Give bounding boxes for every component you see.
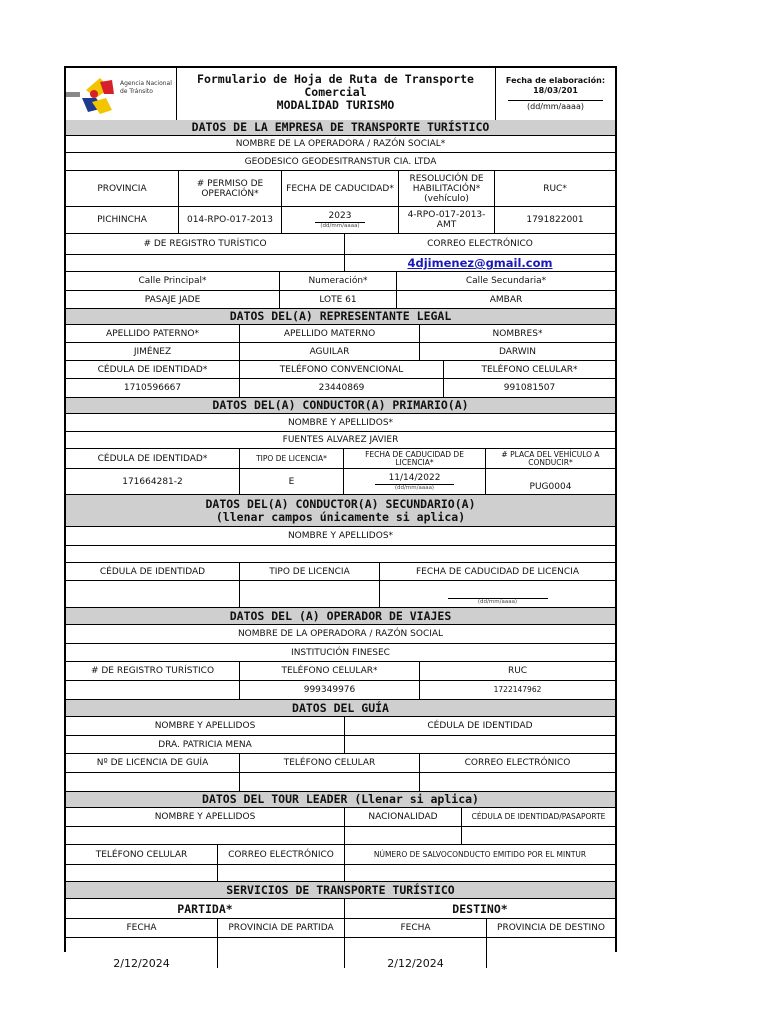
caducidad-value: 2023 — [315, 211, 366, 223]
direccion-value-row — [66, 291, 615, 309]
logo-text: Agencia Nacional de Tránsito — [120, 80, 172, 95]
razon-label: NOMBRE DE LA OPERADORA / RAZÓN SOCIAL* — [235, 139, 446, 149]
op-labels-row — [66, 662, 615, 681]
correo-value[interactable]: 4djimenez@gmail.com — [407, 256, 553, 270]
registro-correo-value-row — [66, 255, 615, 272]
guia-contact-value-row — [66, 773, 615, 792]
razon-label-row — [66, 136, 615, 153]
cp-caducidad-value-cell[interactable] — [344, 469, 486, 494]
permiso-value[interactable]: 014-RPO-017-2013 — [179, 207, 282, 233]
cs-nombre-value[interactable] — [66, 546, 615, 562]
razon-value[interactable]: GEODESICO GEODESITRANSTUR CIA. LTDA — [244, 156, 437, 167]
cs-labels-row — [66, 563, 615, 581]
rep-cedula-label: CÉDULA DE IDENTIDAD* — [66, 361, 240, 378]
fecha-destino-value[interactable]: 2/12/2024 — [345, 938, 487, 968]
cp-placa-label: # PLACA DEL VEHÍCULO A CONDUCIR* — [501, 449, 600, 467]
op-registro-value[interactable] — [66, 681, 240, 699]
tl-contact-label-row — [66, 845, 615, 865]
cp-cedula-value[interactable]: 171664281-2 — [66, 469, 240, 494]
op-telefono-value[interactable]: 999349976 — [240, 681, 420, 699]
cs-values-row — [66, 581, 615, 608]
section-cs-title-2: (llenar campos únicamente si aplica) — [215, 509, 466, 524]
tl-contact-value-row — [66, 865, 615, 882]
cs-nombre-label: NOMBRE Y APELLIDOS* — [287, 531, 394, 541]
rep-names-label-row — [66, 325, 615, 343]
title-line-3: MODALIDAD TURISMO — [276, 98, 395, 112]
section-empresa-title: DATOS DE LA EMPRESA DE TRANSPORTE TURÍSTICO — [191, 120, 490, 134]
fecha-destino-label: FECHA — [345, 919, 487, 937]
guia-value-row — [66, 736, 615, 754]
section-representante-title: DATOS DEL(A) REPRESENTANTE LEGAL — [229, 309, 452, 323]
ant-logo-icon — [66, 68, 120, 120]
provincia-destino-label: PROVINCIA DE DESTINO — [497, 923, 605, 933]
section-guia — [66, 700, 615, 717]
guia-contact-label-row — [66, 754, 615, 773]
servicios-values-row — [66, 938, 615, 968]
fecha-elaboracion — [496, 68, 615, 120]
telefono-cel-label: TELÉFONO CELULAR* — [481, 364, 578, 375]
guia-cedula-value[interactable] — [345, 736, 615, 753]
guia-telefono-label: TELÉFONO CELULAR — [240, 754, 420, 772]
rep-contact-value-row — [66, 379, 615, 398]
op-ruc-value[interactable]: 1722147962 — [493, 685, 542, 694]
cp-nombre-label-row — [66, 414, 615, 432]
section-conductor-primario — [66, 398, 615, 414]
numeracion-value[interactable]: LOTE 61 — [280, 291, 397, 308]
provincia-partida-label: PROVINCIA DE PARTIDA — [218, 919, 345, 937]
telefono-conv-value[interactable]: 23440869 — [240, 379, 444, 397]
provincia-partida-value[interactable] — [218, 938, 345, 968]
cs-cedula-label: CÉDULA DE IDENTIDAD — [66, 563, 240, 580]
op-razon-label-row — [66, 625, 615, 644]
section-operador — [66, 608, 615, 625]
cp-placa-value[interactable]: PUG0004 — [529, 482, 572, 492]
tl-telefono-value[interactable] — [66, 865, 218, 881]
section-cs-title-1: DATOS DEL(A) CONDUCTOR(A) SECUNDARIO(A) — [205, 496, 476, 511]
registro-correo-label-row — [66, 234, 615, 255]
cp-nombre-value[interactable]: FUENTES ALVAREZ JAVIER — [282, 435, 399, 445]
nombres-label: NOMBRES* — [492, 328, 543, 339]
guia-cedula-label: CÉDULA DE IDENTIDAD — [427, 721, 533, 731]
op-ruc-label: RUC — [507, 666, 528, 676]
provincia-value[interactable]: PICHINCHA — [66, 207, 179, 233]
cs-licencia-value[interactable] — [240, 581, 380, 607]
cs-caducidad-value-cell[interactable] — [380, 581, 615, 607]
apellido-paterno-value[interactable]: JIMÉNEZ — [66, 343, 240, 360]
resolucion-label: RESOLUCIÓN DE HABILITACIÓN* (vehículo) — [399, 171, 495, 206]
section-guia-title: DATOS DEL GUÍA — [292, 700, 389, 715]
cs-caducidad-label: FECHA DE CADUCIDAD DE LICENCIA — [416, 566, 579, 577]
telefono-conv-label: TELÉFONO CONVENCIONAL — [240, 361, 444, 378]
resolucion-value[interactable]: 4-RPO-017-2013-AMT — [399, 207, 495, 233]
registro-value[interactable] — [66, 255, 345, 271]
guia-telefono-value[interactable] — [240, 773, 420, 791]
op-values-row — [66, 681, 615, 700]
fecha-value[interactable]: 18/03/201 — [533, 86, 578, 95]
tl-correo-value[interactable] — [218, 865, 345, 881]
ruc-label: RUC* — [543, 183, 567, 194]
tl-nombre-value[interactable] — [66, 827, 345, 844]
section-tour-leader — [66, 792, 615, 808]
calle-secundaria-label: Calle Secundaria* — [465, 276, 547, 286]
servicios-partida-destino-row — [66, 899, 615, 919]
razon-value-row — [66, 153, 615, 171]
apellido-paterno-label: APELLIDO PATERNO* — [66, 325, 240, 342]
tl-cedula-label: CÉDULA DE IDENTIDAD/PASAPORTE — [471, 812, 606, 821]
cp-values-row — [66, 469, 615, 495]
fecha-partida-label: FECHA — [66, 919, 218, 937]
provincia-destino-value[interactable] — [487, 938, 615, 968]
section-operador-title: DATOS DEL (A) OPERADOR DE VIAJES — [229, 608, 452, 623]
title-line-1: Formulario de Hoja de Ruta de Transporte — [197, 72, 474, 86]
cp-caducidad-value: 11/14/2022 — [375, 473, 455, 485]
rep-cedula-value[interactable]: 1710596667 — [66, 379, 240, 397]
numeracion-label: Numeración* — [280, 272, 397, 290]
rep-contact-label-row — [66, 361, 615, 379]
calle-principal-value[interactable]: PASAJE JADE — [66, 291, 280, 308]
provincia-label: PROVINCIA — [66, 171, 179, 206]
cp-labels-row — [66, 449, 615, 469]
section-representante — [66, 309, 615, 325]
caducidad-label: FECHA DE CADUCIDAD* — [282, 171, 399, 206]
section-conductor-primario-title: DATOS DEL(A) CONDUCTOR(A) PRIMARIO(A) — [212, 398, 469, 412]
agency-logo — [66, 68, 177, 120]
apellido-materno-value[interactable]: AGUILAR — [240, 343, 420, 360]
section-conductor-secundario — [66, 495, 615, 527]
fecha-partida-value[interactable]: 2/12/2024 — [66, 938, 218, 968]
op-razon-label: NOMBRE DE LA OPERADORA / RAZÓN SOCIAL — [237, 629, 444, 639]
tl-telefono-label: TELÉFONO CELULAR — [66, 845, 218, 864]
tl-correo-label: CORREO ELECTRÓNICO — [218, 845, 345, 864]
permiso-label: # PERMISO DE OPERACIÓN* — [179, 171, 282, 206]
tl-label-row — [66, 808, 615, 827]
section-tour-leader-title: DATOS DEL TOUR LEADER (Llenar si aplica) — [202, 792, 479, 806]
fecha-label: Fecha de elaboración: — [505, 76, 606, 85]
cs-cedula-value[interactable] — [66, 581, 240, 607]
guia-nombre-label: NOMBRE Y APELLIDOS — [66, 717, 345, 735]
cs-licencia-label: TIPO DE LICENCIA — [240, 563, 380, 580]
op-razon-value[interactable]: INSTITUCIÓN FINESEC — [291, 647, 390, 658]
cs-caducidad-format: (dd/mm/aaaa) — [477, 599, 518, 605]
guia-correo-value[interactable] — [420, 773, 615, 791]
section-servicios-title: SERVICIOS DE TRANSPORTE TURÍSTICO — [226, 882, 455, 897]
tl-salvoconducto-label: NÚMERO DE SALVOCONDUCTO EMITIDO POR EL MINTUR — [373, 849, 587, 859]
section-empresa — [66, 120, 615, 136]
tl-cedula-value[interactable] — [462, 827, 615, 844]
empresa-values-row — [66, 207, 615, 234]
guia-licencia-value[interactable] — [66, 773, 240, 791]
nombres-value[interactable]: DARWIN — [498, 346, 537, 357]
op-telefono-label: TELÉFONO CELULAR* — [240, 662, 420, 680]
cp-nombre-label: NOMBRE Y APELLIDOS* — [287, 417, 394, 428]
cs-nombre-label-row — [66, 527, 615, 546]
form-sheet — [64, 66, 617, 970]
telefono-cel-value[interactable]: 991081507 — [503, 383, 556, 393]
cp-nombre-value-row — [66, 432, 615, 449]
guia-nombre-value[interactable]: DRA. PATRICIA MENA — [66, 736, 345, 753]
calle-principal-label: Calle Principal* — [66, 272, 280, 290]
cp-licencia-value[interactable]: E — [240, 469, 344, 494]
partida-label: PARTIDA* — [66, 899, 345, 918]
tl-nombre-label: NOMBRE Y APELLIDOS — [66, 808, 345, 826]
cp-caducidad-format: (dd/mm/aaaa) — [394, 484, 435, 491]
title-line-2: Comercial — [304, 85, 367, 99]
tl-salvoconducto-value[interactable] — [345, 865, 615, 881]
tl-value-row — [66, 827, 615, 845]
servicios-labels-row — [66, 919, 615, 938]
form-title — [176, 68, 496, 120]
cp-licencia-label: TIPO DE LICENCIA* — [240, 449, 344, 468]
guia-correo-label: CORREO ELECTRÓNICO — [464, 758, 571, 768]
tl-nacionalidad-value[interactable] — [345, 827, 462, 844]
op-razon-value-row — [66, 644, 615, 662]
guia-licencia-label: Nº DE LICENCIA DE GUÍA — [66, 754, 240, 772]
guia-label-row — [66, 717, 615, 736]
form-header — [66, 68, 615, 121]
fecha-format: (dd/mm/aaaa) — [508, 100, 603, 112]
cs-nombre-value-row — [66, 546, 615, 563]
direccion-label-row — [66, 272, 615, 291]
tl-nacionalidad-label: NACIONALIDAD — [345, 808, 462, 826]
caducidad-value-cell[interactable] — [282, 207, 399, 233]
correo-label: CORREO ELECTRÓNICO — [427, 239, 533, 249]
registro-label: # DE REGISTRO TURÍSTICO — [66, 234, 345, 254]
empresa-labels-row — [66, 171, 615, 207]
caducidad-format: (dd/mm/aaaa) — [320, 223, 360, 229]
ruc-value[interactable]: 1791822001 — [526, 215, 584, 225]
cp-caducidad-label: FECHA DE CADUCIDAD DE LICENCIA* — [344, 449, 486, 468]
calle-secundaria-value[interactable]: AMBAR — [489, 294, 523, 305]
op-registro-label: # DE REGISTRO TURÍSTICO — [66, 662, 240, 680]
apellido-materno-label: APELLIDO MATERNO — [240, 325, 420, 342]
cp-cedula-label: CÉDULA DE IDENTIDAD* — [66, 449, 240, 468]
destino-label: DESTINO* — [452, 901, 508, 916]
rep-names-value-row — [66, 343, 615, 361]
section-servicios — [66, 882, 615, 899]
